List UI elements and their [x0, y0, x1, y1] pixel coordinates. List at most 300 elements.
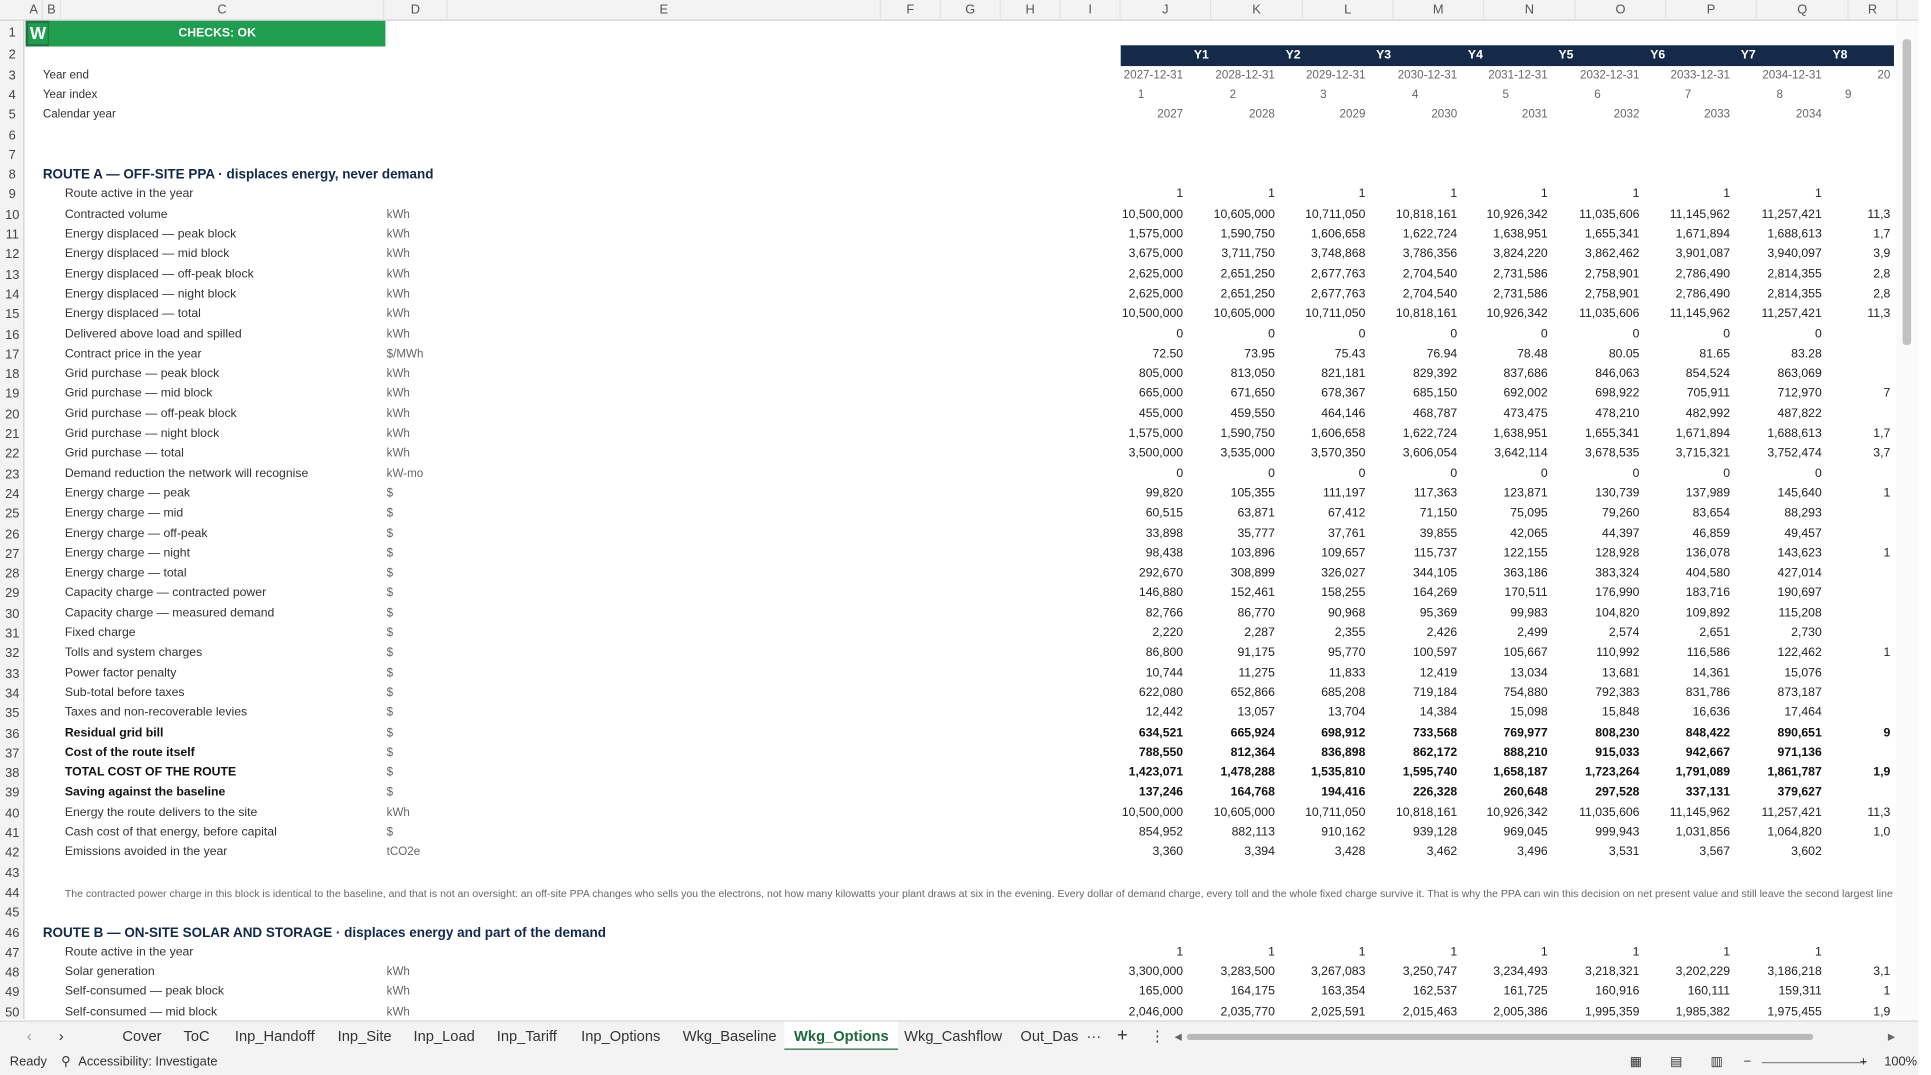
unit-cell[interactable]: $: [386, 586, 394, 600]
value-cell[interactable]: [1805, 365, 1891, 385]
row-label[interactable]: Contracted volume: [64, 207, 168, 222]
value-cell[interactable]: 1: [1723, 945, 1731, 959]
value-cell[interactable]: 862,172: [1412, 746, 1458, 760]
row-label[interactable]: Grid purchase — total: [64, 446, 184, 461]
value-cell[interactable]: 13,704: [1327, 706, 1366, 720]
value-cell[interactable]: 1,995,359: [1585, 1005, 1640, 1019]
value-cell[interactable]: 5: [1502, 87, 1509, 102]
value-cell[interactable]: 873,187: [1777, 686, 1822, 700]
value-cell[interactable]: 1,575,000: [1128, 427, 1184, 441]
value-cell[interactable]: 63,871: [1237, 506, 1275, 521]
value-cell[interactable]: 3,606,054: [1402, 446, 1458, 461]
value-cell[interactable]: 2,677,763: [1310, 287, 1366, 301]
value-cell[interactable]: 1,0: [1873, 825, 1891, 840]
horizontal-scrollbar[interactable]: [1187, 1034, 1813, 1040]
row-label[interactable]: Self-consumed — mid block: [64, 1005, 218, 1019]
column-header-f[interactable]: F: [881, 0, 941, 21]
value-cell[interactable]: 1: [1632, 945, 1640, 959]
row-header-22[interactable]: 22: [5, 446, 20, 462]
row-label[interactable]: Grid purchase — off-peak block: [64, 407, 237, 421]
value-cell[interactable]: 2030-12-31: [1397, 68, 1458, 82]
value-cell[interactable]: 2,426: [1426, 626, 1458, 640]
row-header-32[interactable]: 32: [5, 646, 20, 662]
row-header-43[interactable]: 43: [5, 865, 20, 881]
value-cell[interactable]: 82,766: [1145, 606, 1184, 620]
value-cell[interactable]: 39,855: [1419, 526, 1458, 541]
row-header-48[interactable]: 48: [5, 965, 20, 981]
unit-cell[interactable]: kWh: [386, 446, 410, 461]
row-header-9[interactable]: 9: [8, 187, 16, 203]
row-header-10[interactable]: 10: [5, 207, 20, 223]
value-cell[interactable]: 3,901,087: [1675, 247, 1731, 261]
column-header-p[interactable]: P: [1666, 0, 1757, 21]
value-cell[interactable]: 3,202,229: [1675, 965, 1731, 979]
row-header-23[interactable]: 23: [5, 466, 20, 482]
value-cell[interactable]: 622,080: [1138, 686, 1184, 700]
value-cell[interactable]: 3,752,474: [1767, 446, 1822, 461]
unit-cell[interactable]: kWh: [386, 965, 410, 979]
value-cell[interactable]: 733,568: [1412, 726, 1458, 740]
value-cell[interactable]: 60,515: [1145, 506, 1184, 521]
unit-cell[interactable]: $: [386, 686, 394, 700]
value-cell[interactable]: 1: [1540, 945, 1548, 959]
value-cell[interactable]: 14,361: [1692, 666, 1731, 680]
column-header-k[interactable]: K: [1211, 0, 1303, 21]
value-cell[interactable]: 11,035,606: [1579, 805, 1640, 820]
value-cell[interactable]: 3,715,321: [1675, 446, 1731, 461]
scroll-left-icon[interactable]: ◂: [1174, 1027, 1182, 1045]
value-cell[interactable]: 910,162: [1321, 825, 1366, 840]
column-header-c[interactable]: C: [61, 0, 384, 21]
value-cell[interactable]: 2029: [1339, 107, 1366, 122]
value-cell[interactable]: 2027: [1157, 107, 1184, 122]
row-header-36[interactable]: 36: [5, 726, 20, 741]
sheet-tab-wkg_options[interactable]: Wkg_Options: [784, 1022, 898, 1051]
value-cell[interactable]: 1: [1723, 187, 1731, 202]
value-cell[interactable]: [1805, 185, 1891, 205]
value-cell[interactable]: 487,822: [1777, 407, 1822, 421]
value-cell[interactable]: 848,422: [1685, 726, 1731, 740]
value-cell[interactable]: 10,711,050: [1305, 307, 1366, 321]
vertical-scrollbar[interactable]: [1896, 21, 1918, 1019]
row-label[interactable]: Fixed charge: [64, 626, 136, 640]
row-label[interactable]: Route active in the year: [64, 945, 194, 959]
value-cell[interactable]: 103,896: [1230, 546, 1275, 561]
value-cell[interactable]: 79,260: [1602, 506, 1640, 521]
add-sheet-icon[interactable]: +: [1117, 1025, 1128, 1047]
value-cell[interactable]: 3,940,097: [1767, 247, 1822, 261]
value-cell[interactable]: 2028-12-31: [1215, 68, 1275, 82]
sheet-tab-inp_site[interactable]: Inp_Site: [337, 1027, 392, 1045]
value-cell[interactable]: 99,820: [1145, 486, 1184, 501]
unit-cell[interactable]: kWh: [386, 287, 410, 301]
value-cell[interactable]: 1: [1268, 945, 1275, 959]
row-header-21[interactable]: 21: [5, 427, 20, 442]
value-cell[interactable]: 4: [1411, 87, 1419, 102]
value-cell[interactable]: 109,657: [1321, 546, 1366, 561]
value-cell[interactable]: 163,354: [1321, 985, 1366, 999]
value-cell[interactable]: 2,730: [1791, 626, 1822, 640]
value-cell[interactable]: 2: [1229, 87, 1237, 102]
row-label[interactable]: Sub-total before taxes: [64, 686, 185, 700]
value-cell[interactable]: [1805, 524, 1891, 544]
page-break-icon[interactable]: ▥: [1710, 1054, 1723, 1070]
value-cell[interactable]: 2034-12-31: [1762, 68, 1822, 82]
row-label[interactable]: Calendar year: [42, 107, 116, 122]
value-cell[interactable]: 1,064,820: [1767, 825, 1822, 840]
value-cell[interactable]: 46,859: [1692, 526, 1731, 541]
value-cell[interactable]: 73.95: [1244, 347, 1275, 361]
value-cell[interactable]: 160,111: [1687, 985, 1731, 999]
unit-cell[interactable]: $: [386, 706, 394, 720]
unit-cell[interactable]: tCO2e: [386, 845, 421, 860]
value-cell[interactable]: 10,818,161: [1395, 207, 1458, 222]
row-header-34[interactable]: 34: [5, 686, 20, 701]
value-cell[interactable]: 162,537: [1412, 985, 1458, 999]
value-cell[interactable]: 3,570,350: [1310, 446, 1366, 461]
value-cell[interactable]: [1805, 325, 1891, 345]
accessibility-status[interactable]: Accessibility: Investigate: [78, 1054, 218, 1070]
row-header-24[interactable]: 24: [5, 486, 20, 502]
unit-cell[interactable]: kWh: [386, 985, 410, 999]
value-cell[interactable]: 88,293: [1784, 506, 1822, 521]
row-header-35[interactable]: 35: [5, 706, 20, 721]
unit-cell[interactable]: kW-mo: [386, 466, 424, 481]
value-cell[interactable]: 464,146: [1321, 407, 1366, 421]
unit-cell[interactable]: $: [386, 746, 394, 760]
value-cell[interactable]: 2,758,901: [1585, 287, 1640, 301]
value-cell[interactable]: 3,9: [1873, 247, 1891, 261]
value-cell[interactable]: 78.48: [1517, 347, 1548, 361]
value-cell[interactable]: 1: [1268, 187, 1275, 202]
value-cell[interactable]: 12,442: [1145, 706, 1184, 720]
value-cell[interactable]: 176,990: [1595, 586, 1640, 600]
value-cell[interactable]: 1,535,810: [1310, 766, 1366, 780]
value-cell[interactable]: 1,595,740: [1402, 766, 1458, 780]
value-cell[interactable]: 2,731,586: [1493, 267, 1548, 281]
value-cell[interactable]: 11,3: [1867, 307, 1891, 321]
value-cell[interactable]: 1,861,787: [1767, 766, 1822, 780]
row-label[interactable]: Grid purchase — night block: [64, 427, 220, 441]
value-cell[interactable]: 122,155: [1503, 546, 1548, 561]
value-cell[interactable]: 1,688,613: [1767, 427, 1822, 441]
value-cell[interactable]: 1: [1540, 187, 1548, 202]
unit-cell[interactable]: $: [386, 646, 394, 660]
value-cell[interactable]: 3,711,750: [1221, 247, 1275, 261]
value-cell[interactable]: 1,7: [1873, 227, 1891, 242]
value-cell[interactable]: 1: [1358, 945, 1366, 959]
row-header-44[interactable]: 44: [5, 885, 20, 901]
value-cell[interactable]: 146,880: [1138, 586, 1184, 600]
row-header-27[interactable]: 27: [5, 546, 20, 562]
value-cell[interactable]: [1805, 664, 1891, 684]
row-label[interactable]: Year index: [42, 87, 98, 102]
value-cell[interactable]: 1,606,658: [1310, 227, 1366, 242]
value-cell[interactable]: 11,257,421: [1761, 307, 1822, 321]
row-header-31[interactable]: 31: [5, 626, 20, 642]
column-header-d[interactable]: D: [384, 0, 448, 21]
unit-cell[interactable]: kWh: [386, 327, 410, 341]
value-cell[interactable]: 14,384: [1419, 706, 1458, 720]
value-cell[interactable]: 11,3: [1867, 805, 1891, 820]
value-cell[interactable]: 1: [1883, 546, 1891, 561]
value-cell[interactable]: 164,768: [1230, 785, 1275, 800]
value-cell[interactable]: 3: [1320, 87, 1327, 102]
scroll-right-icon[interactable]: ▸: [1887, 1027, 1896, 1045]
value-cell[interactable]: 2,625,000: [1128, 267, 1184, 281]
value-cell[interactable]: 969,045: [1503, 825, 1548, 840]
column-header-g[interactable]: G: [941, 0, 1001, 21]
value-cell[interactable]: 404,580: [1685, 566, 1731, 581]
row-header-40[interactable]: 40: [5, 805, 20, 821]
value-cell[interactable]: 2,651,250: [1220, 267, 1275, 281]
row-label[interactable]: Year end: [42, 68, 89, 82]
sheet-tab-wkg_baseline[interactable]: Wkg_Baseline: [682, 1027, 777, 1045]
value-cell[interactable]: 1,658,187: [1493, 766, 1548, 780]
value-cell[interactable]: 455,000: [1138, 407, 1184, 421]
value-cell[interactable]: 161,725: [1503, 985, 1548, 999]
row-header-49[interactable]: 49: [5, 985, 20, 1001]
value-cell[interactable]: 11,275: [1238, 666, 1275, 680]
value-cell[interactable]: 831,786: [1685, 686, 1731, 700]
value-cell[interactable]: 37,761: [1327, 526, 1366, 541]
value-cell[interactable]: 116,586: [1686, 646, 1731, 660]
row-header-4[interactable]: 4: [8, 87, 16, 103]
value-cell[interactable]: 0: [1814, 466, 1822, 481]
value-cell[interactable]: 2,651: [1699, 626, 1731, 640]
value-cell[interactable]: 2,625,000: [1128, 287, 1184, 301]
value-cell[interactable]: 2033-12-31: [1670, 68, 1731, 82]
value-cell[interactable]: [1805, 704, 1891, 724]
value-cell[interactable]: 2,499: [1517, 626, 1548, 640]
value-cell[interactable]: 8: [1776, 87, 1784, 102]
value-cell[interactable]: 482,992: [1685, 407, 1731, 421]
value-cell[interactable]: 10,500,000: [1121, 307, 1184, 321]
zoom-out-icon[interactable]: −: [1743, 1054, 1752, 1070]
value-cell[interactable]: 137,989: [1685, 486, 1731, 501]
value-cell[interactable]: 2,355: [1334, 626, 1366, 640]
value-cell[interactable]: 2,574: [1608, 626, 1640, 640]
value-cell[interactable]: 10,818,161: [1395, 307, 1458, 321]
value-cell[interactable]: 0: [1540, 466, 1548, 481]
sheet-tab-inp_options[interactable]: Inp_Options: [581, 1027, 661, 1045]
row-label[interactable]: Energy charge — total: [64, 566, 187, 581]
value-cell[interactable]: 0: [1358, 327, 1366, 341]
value-cell[interactable]: 11,257,421: [1761, 207, 1822, 222]
unit-cell[interactable]: kWh: [386, 267, 410, 281]
column-header-i[interactable]: I: [1061, 0, 1121, 21]
value-cell[interactable]: 769,977: [1503, 726, 1548, 740]
value-cell[interactable]: 665,000: [1138, 387, 1184, 401]
row-header-29[interactable]: 29: [5, 586, 20, 602]
value-cell[interactable]: 1,655,341: [1585, 227, 1640, 242]
value-cell[interactable]: 11,035,606: [1579, 207, 1640, 222]
value-cell[interactable]: 685,208: [1321, 686, 1366, 700]
value-cell[interactable]: 1,975,455: [1767, 1005, 1822, 1019]
value-cell[interactable]: 1: [1176, 945, 1184, 959]
value-cell[interactable]: 1,423,071: [1128, 766, 1184, 780]
value-cell[interactable]: 3,824,220: [1493, 247, 1548, 261]
value-cell[interactable]: 2,758,901: [1585, 267, 1640, 281]
value-cell[interactable]: 2,651,250: [1220, 287, 1275, 301]
unit-cell[interactable]: $: [386, 566, 394, 581]
value-cell[interactable]: 3,360: [1152, 845, 1184, 860]
value-cell[interactable]: 805,000: [1138, 367, 1184, 381]
value-cell[interactable]: 75.43: [1334, 347, 1366, 361]
value-cell[interactable]: 9: [1845, 87, 1852, 102]
section-title[interactable]: ROUTE A — OFF-SITE PPA · displaces energy, never demand: [42, 167, 434, 183]
value-cell[interactable]: 2,005,386: [1493, 1005, 1548, 1019]
value-cell[interactable]: [1805, 345, 1891, 365]
value-cell[interactable]: 854,952: [1138, 825, 1184, 840]
value-cell[interactable]: 882,113: [1231, 825, 1275, 840]
value-cell[interactable]: 13,681: [1602, 666, 1640, 680]
value-cell[interactable]: 2,025,591: [1310, 1005, 1366, 1019]
value-cell[interactable]: 3,250,747: [1402, 965, 1458, 979]
value-cell[interactable]: 10,926,342: [1486, 207, 1548, 222]
value-cell[interactable]: 15,848: [1602, 706, 1640, 720]
value-cell[interactable]: 10,711,050: [1305, 805, 1366, 820]
unit-cell[interactable]: $: [386, 626, 394, 640]
row-header-5[interactable]: 5: [8, 107, 16, 123]
value-cell[interactable]: 122,462: [1777, 646, 1822, 660]
sheet-tab-out_das[interactable]: Out_Das: [1020, 1027, 1079, 1045]
value-cell[interactable]: 808,230: [1595, 726, 1640, 740]
value-cell[interactable]: 128,928: [1595, 546, 1640, 561]
value-cell[interactable]: 3,428: [1334, 845, 1366, 860]
value-cell[interactable]: 16,636: [1692, 706, 1731, 720]
row-label[interactable]: Taxes and non-recoverable levies: [64, 706, 248, 720]
value-cell[interactable]: 3,462: [1426, 845, 1458, 860]
row-label[interactable]: TOTAL COST OF THE ROUTE: [64, 766, 237, 780]
value-cell[interactable]: 890,651: [1777, 726, 1822, 740]
value-cell[interactable]: 11,257,421: [1761, 805, 1822, 820]
row-header-25[interactable]: 25: [5, 506, 20, 522]
value-cell[interactable]: 49,457: [1784, 526, 1822, 541]
value-cell[interactable]: 1,9: [1873, 766, 1891, 780]
value-cell[interactable]: 379,627: [1777, 785, 1822, 800]
value-cell[interactable]: 2032: [1613, 107, 1640, 122]
unit-cell[interactable]: kWh: [386, 367, 410, 381]
value-cell[interactable]: 104,820: [1595, 606, 1640, 620]
zoom-in-icon[interactable]: +: [1859, 1054, 1868, 1070]
column-header-r[interactable]: R: [1849, 0, 1898, 21]
value-cell[interactable]: 91,175: [1237, 646, 1275, 660]
value-cell[interactable]: 194,416: [1321, 785, 1366, 800]
value-cell[interactable]: 158,255: [1321, 586, 1366, 600]
value-cell[interactable]: 326,027: [1321, 566, 1366, 581]
value-cell[interactable]: 1: [1814, 945, 1822, 959]
value-cell[interactable]: 2030: [1431, 107, 1458, 122]
unit-cell[interactable]: kWh: [386, 207, 410, 222]
value-cell[interactable]: 123,871: [1503, 486, 1548, 501]
value-cell[interactable]: 1,478,288: [1220, 766, 1275, 780]
row-header-17[interactable]: 17: [5, 347, 20, 362]
more-sheets-icon[interactable]: ···: [1086, 1027, 1102, 1045]
value-cell[interactable]: 145,640: [1777, 486, 1822, 501]
row-header-39[interactable]: 39: [5, 785, 20, 801]
value-cell[interactable]: 3,567: [1699, 845, 1731, 860]
row-header-30[interactable]: 30: [5, 606, 20, 622]
value-cell[interactable]: [1805, 784, 1891, 804]
value-cell[interactable]: 226,328: [1412, 785, 1458, 800]
value-cell[interactable]: 99,983: [1510, 606, 1548, 620]
value-cell[interactable]: 13,057: [1237, 706, 1275, 720]
row-label[interactable]: Tolls and system charges: [64, 646, 203, 660]
value-cell[interactable]: 9: [1883, 726, 1891, 740]
value-cell[interactable]: 0: [1450, 466, 1458, 481]
value-cell[interactable]: 67,412: [1327, 506, 1366, 521]
value-cell[interactable]: 42,065: [1510, 526, 1548, 541]
row-header-33[interactable]: 33: [5, 666, 20, 681]
value-cell[interactable]: 3,218,321: [1585, 965, 1640, 979]
value-cell[interactable]: 1: [1883, 486, 1891, 501]
value-cell[interactable]: 1,622,724: [1402, 427, 1458, 441]
value-cell[interactable]: 1,638,951: [1493, 227, 1548, 242]
value-cell[interactable]: 2,704,540: [1402, 287, 1458, 301]
column-header-q[interactable]: Q: [1757, 0, 1849, 21]
value-cell[interactable]: 754,880: [1503, 686, 1548, 700]
value-cell[interactable]: 478,210: [1595, 407, 1640, 421]
value-cell[interactable]: 2032-12-31: [1580, 68, 1640, 82]
value-cell[interactable]: 1: [1176, 187, 1184, 202]
value-cell[interactable]: 117,363: [1413, 486, 1458, 501]
value-cell[interactable]: 143,623: [1777, 546, 1822, 561]
value-cell[interactable]: 692,002: [1503, 387, 1548, 401]
value-cell[interactable]: 836,898: [1321, 746, 1366, 760]
row-header-7[interactable]: 7: [8, 147, 16, 163]
row-header-28[interactable]: 28: [5, 566, 20, 582]
value-cell[interactable]: 75,095: [1510, 506, 1548, 521]
page-layout-icon[interactable]: ▤: [1670, 1054, 1683, 1070]
unit-cell[interactable]: $: [386, 606, 394, 620]
value-cell[interactable]: [1805, 744, 1891, 764]
row-header-20[interactable]: 20: [5, 407, 20, 422]
value-cell[interactable]: 698,922: [1595, 387, 1640, 401]
row-label[interactable]: Demand reduction the network will recognise: [64, 466, 309, 481]
unit-cell[interactable]: $: [386, 785, 394, 800]
value-cell[interactable]: 10,605,000: [1213, 307, 1275, 321]
value-cell[interactable]: 363,186: [1503, 566, 1548, 581]
value-cell[interactable]: 115,737: [1413, 546, 1458, 561]
value-cell[interactable]: 2028: [1249, 107, 1275, 122]
unit-cell[interactable]: $: [386, 506, 394, 521]
value-cell[interactable]: 111,197: [1323, 486, 1366, 501]
value-cell[interactable]: 344,105: [1412, 566, 1458, 581]
sheet-tab-inp_handoff[interactable]: Inp_Handoff: [234, 1027, 315, 1045]
value-cell[interactable]: 2,814,355: [1767, 287, 1822, 301]
value-cell[interactable]: 0: [1814, 327, 1822, 341]
value-cell[interactable]: 942,667: [1685, 746, 1731, 760]
unit-cell[interactable]: kWh: [386, 387, 410, 401]
row-label[interactable]: Energy charge — night: [64, 546, 190, 561]
value-cell[interactable]: 71,150: [1419, 506, 1458, 521]
value-cell[interactable]: 337,131: [1685, 785, 1731, 800]
value-cell[interactable]: 1,590,750: [1220, 427, 1275, 441]
value-cell[interactable]: 109,892: [1685, 606, 1731, 620]
row-label[interactable]: Cash cost of that energy, before capital: [64, 825, 277, 840]
value-cell[interactable]: 3,267,083: [1310, 965, 1366, 979]
row-label[interactable]: Route active in the year: [64, 187, 194, 202]
row-header-12[interactable]: 12: [5, 247, 20, 263]
value-cell[interactable]: 915,033: [1595, 746, 1640, 760]
value-cell[interactable]: 665,924: [1230, 726, 1275, 740]
row-label[interactable]: Grid purchase — peak block: [64, 367, 220, 381]
value-cell[interactable]: 137,246: [1138, 785, 1184, 800]
value-cell[interactable]: 2,731,586: [1493, 287, 1548, 301]
value-cell[interactable]: 792,383: [1595, 686, 1640, 700]
value-cell[interactable]: 427,014: [1777, 566, 1822, 581]
